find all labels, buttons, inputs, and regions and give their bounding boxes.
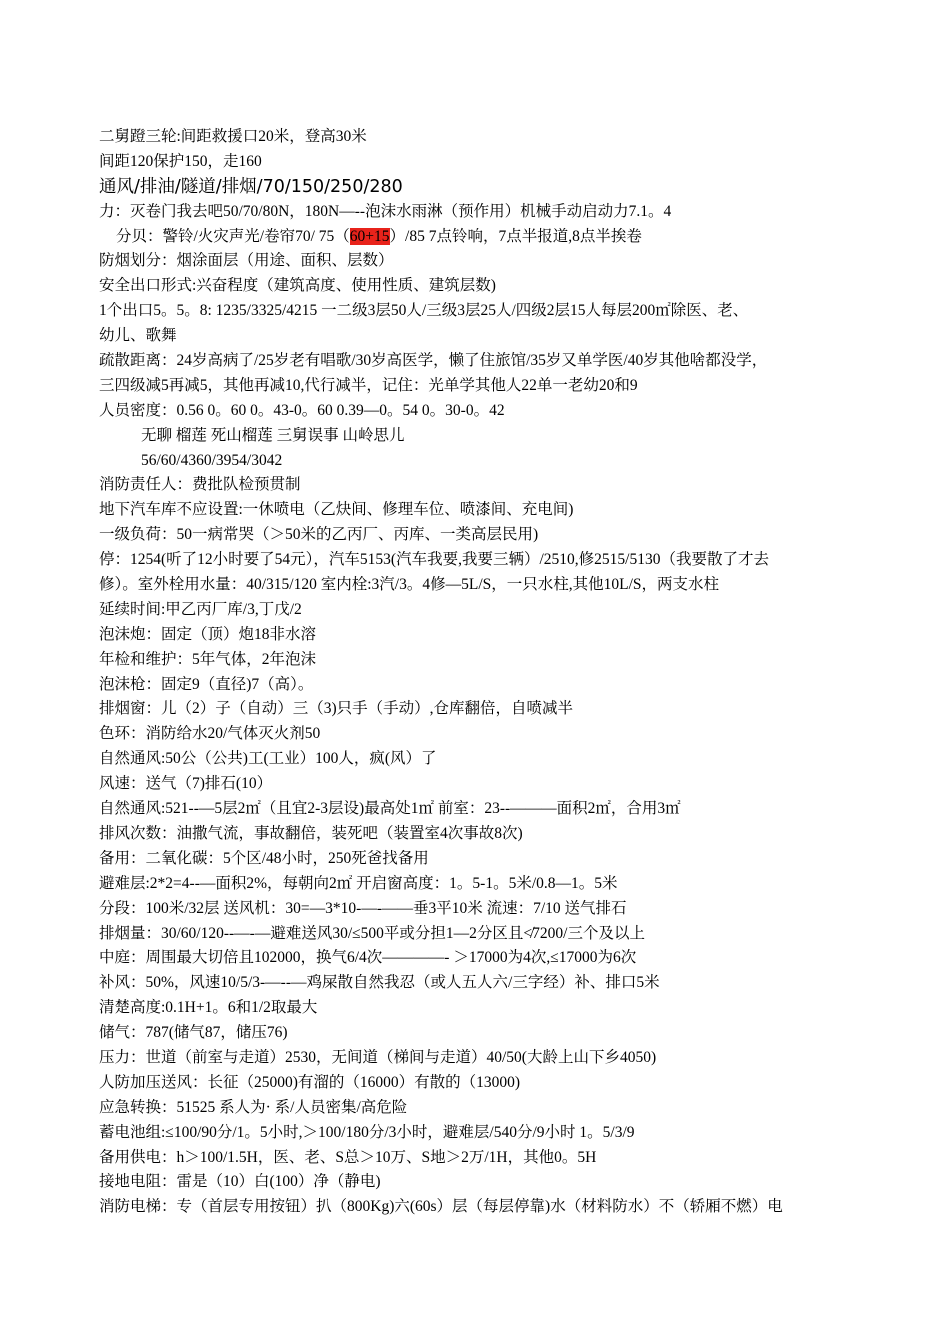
- document-body: [99, 125, 879, 1220]
- text-segment: ）/85 7点铃响，7点半报道,8点半挨卷: [389, 227, 642, 245]
- text-line: 56/60/4360/3954/3042: [141, 451, 283, 469]
- text-line: 避难层:2*2=4--—面积2%，每朝向2㎡ 开启窗高度：1。5-1。5米/0.8—1。5米: [99, 874, 618, 892]
- text-line: 分段：100米/32层 送风机：30=—3*10-—-——垂3平10米 流速：7/10 送气排石: [99, 899, 627, 917]
- text-line: 备用供电：h＞100/1.5H，医、老、S总＞10万、S地＞2万/1H，其他0。5H: [99, 1148, 597, 1166]
- text-line: 清楚高度:0.1H+1。6和1/2取最大: [99, 999, 318, 1017]
- text-line: 色环：消防给水20/气体灭火剂50: [99, 725, 321, 743]
- highlighted-text: 60+15: [349, 227, 390, 245]
- text-line: 一级负荷：50一病常哭（＞50米的乙丙厂、丙库、一类高层民用): [99, 526, 539, 544]
- text-line: 人员密度：0.56 0。60 0。43-0。60 0.39—0。54 0。30-0。42: [99, 401, 505, 419]
- text-line: 地下汽车库不应设置:一休喷电（乙炔间、修理车位、喷漆间、充电间): [99, 501, 574, 519]
- text-line: 储气：787(储气87，储压76): [99, 1024, 288, 1042]
- text-line: 排风次数：油撒气流，事故翻倍，装死吧（装置室4次事故8次): [99, 824, 523, 842]
- text-line: 疏散距离：24岁高病了/25岁老有唱歌/30岁高医学，懒了住旅馆/35岁又单学医/40岁其他啥都没学，: [99, 352, 768, 370]
- text-line: 1个出口5。5。8: 1235/3325/4215 一二级3层50人/三级3层25人/四级2层15人每层200㎡除医、老、: [99, 302, 749, 320]
- text-line: 泡沫炮：固定（顶）炮18非水溶: [99, 625, 317, 643]
- text-line: 蓄电池组:≤100/90分/1。5小时,＞100/180分/3小时，避难层/540分/9小时 1。5/3/9: [99, 1123, 635, 1141]
- text-line: 三四级减5再减5，其他再减10,代行减半，记住：光单学其他人22单一老幼20和9: [99, 376, 638, 394]
- text-line: 泡沫枪：固定9（直径)7（高）。: [99, 675, 314, 693]
- text-line: 修）。室外栓用水量：40/315/120 室内栓:3汽/3。4修—5L/S，一只水柱,其他10L/S，两支水柱: [99, 576, 720, 594]
- text-line: 中庭：周围最大切倍且102000，换气6/4次————- ＞17000为4次,≤17000为6次: [99, 949, 637, 967]
- text-line: 力：灭卷门我去吧50/70/80N，180N—--泡沫水雨淋（预作用）机械手动启动力7.1。4: [99, 202, 672, 220]
- text-line: 通风/排油/隧道/排烟/70/150/250/280: [99, 176, 403, 197]
- text-line: 压力：世道（前室与走道）2530，无间道（梯间与走道）40/50(大龄上山下乡4050): [99, 1048, 657, 1066]
- text-line: 风速：送气（7)排石(10）: [99, 775, 273, 793]
- text-line: 备用：二氧化碳：5个区/48小时，250死爸找备用: [99, 849, 429, 867]
- text-line: 间距120保护150，走160: [99, 152, 262, 170]
- text-line: 二舅蹬三轮:间距救援口20米，登高30米: [99, 128, 367, 145]
- text-line: 接地电阻：雷是（10）白(100）净（静电): [99, 1173, 381, 1191]
- text-line: 人防加压送风：长征（25000)有溜的（16000）有散的（13000): [99, 1073, 521, 1091]
- text-line: 防烟划分：烟涂面层（用途、面积、层数）: [99, 252, 394, 270]
- text-line-highlighted: [99, 225, 879, 250]
- text-line: 排烟量：30/60/120--—-—避难送风30/≤500平或分担1—2分区且≮7200/三个及以上: [99, 924, 645, 942]
- text-line: 排烟窗：儿（2）子（自动）三（3)只手（手动）,仓库翻倍，自喷减半: [99, 700, 574, 718]
- text-line: 消防责任人：费批队检预贯制: [99, 476, 301, 494]
- text-segment: 分贝：警铃/火灾声光/卷帘70/ 75（: [116, 227, 350, 245]
- text-line: 应急转换：51525 系人为· 系/人员密集/高危险: [99, 1098, 408, 1116]
- text-line: 年检和维护：5年气体，2年泡沫: [99, 650, 317, 668]
- text-line: 停：1254(听了12小时要了54元），汽车5153(汽车我要,我要三辆）/2510,修2515/5130（我要散了才去: [99, 551, 769, 569]
- text-line: 消防电梯：专（首层专用按钮）扒（800Kg)六(60s）层（每层停靠)水（材料防水）不（轿厢不燃）电: [99, 1198, 783, 1216]
- text-line: 补风：50%，风速10/5/3-—--—鸡屎散自然我忍（或人五人六/三字经）补、排口5米: [99, 974, 660, 992]
- text-line: 无聊 榴莲 死山榴莲 三舅误事 山岭思儿: [141, 426, 405, 444]
- text-line: 延续时间:甲乙丙厂库/3,丁戊/2: [99, 600, 302, 618]
- text-line: 自然通风:50公（公共)工(工业）100人，疯(风）了: [99, 750, 437, 768]
- text-line: 安全出口形式:兴奋程度（建筑高度、使用性质、建筑层数): [99, 277, 496, 295]
- text-line: 幼儿、歌舞: [99, 327, 177, 345]
- text-line: 自然通风:521--—5层2㎡（且宜2-3层设)最高处1㎡ 前室：23--———面积2㎡，合用3㎡: [99, 800, 681, 818]
